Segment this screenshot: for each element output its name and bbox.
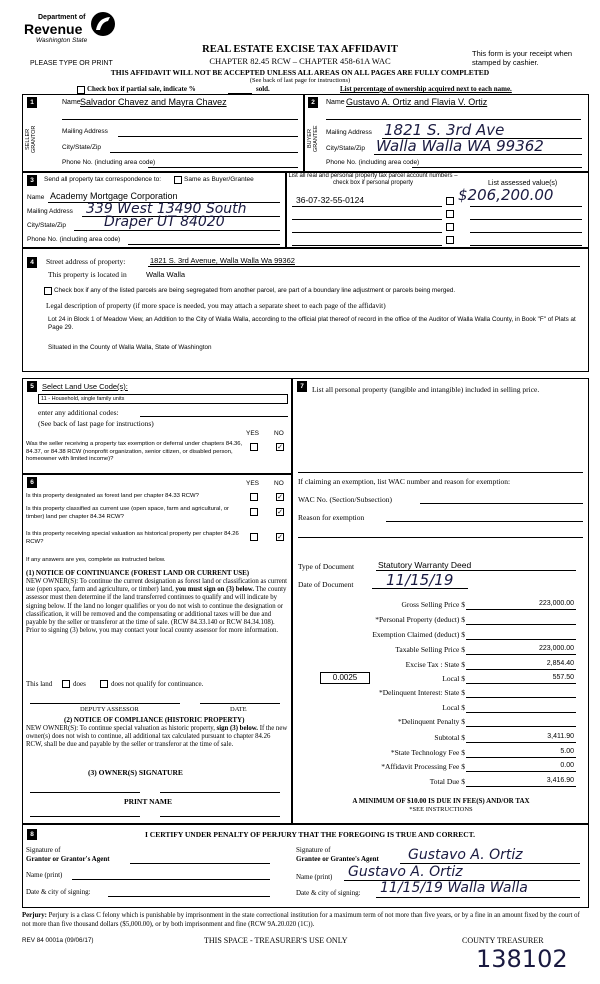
- buyer-mailing-label: Mailing Address: [326, 129, 372, 136]
- grantee-name-label: Name (print): [296, 873, 333, 881]
- seller-city-label: City/State/Zip: [62, 144, 102, 151]
- interest-state-label: *Delinquent Interest: State $: [378, 688, 465, 697]
- notice-continuance-text-a: NEW OWNER(S): To continue the current designation as forest land or classification as current use (open space, farm and agriculture, or timber) land,: [26, 578, 288, 594]
- affidavit-fee-value[interactable]: 0.00: [560, 762, 574, 769]
- taxable-label: Taxable Selling Price $: [395, 645, 465, 654]
- reason-field[interactable]: [386, 521, 583, 522]
- print-name-line-1[interactable]: [30, 816, 140, 817]
- exemption-no-checkbox[interactable]: ✓: [277, 443, 283, 451]
- section-6-number: 6: [27, 477, 37, 488]
- partial-sold-label: sold.: [256, 85, 270, 93]
- legal-label: Legal description of property (if more space is needed, you may attach a separate sheet to each page of the affidavit): [46, 301, 386, 310]
- same-as-buyer-label: Same as Buyer/Grantee: [184, 176, 254, 183]
- corr-phone-label: Phone No. (including area code): [27, 236, 121, 243]
- notice-continuance-title: (1) NOTICE OF CONTINUANCE (FOREST LAND OR CURRENT USE): [26, 569, 250, 577]
- buyer-side-label: BUYER GRANTEE: [307, 125, 319, 153]
- deputy-signature-line[interactable]: [30, 703, 180, 704]
- perjury-notice: [22, 912, 589, 929]
- grantee-signature[interactable]: Gustavo A. Ortiz: [408, 847, 523, 863]
- minimum-notice: A MINIMUM OF $10.00 IS DUE IN FEE(S) AND/OR TAX: [352, 797, 530, 805]
- does-not-qualify-checkbox[interactable]: [100, 680, 108, 688]
- subtotal-line: [466, 742, 576, 743]
- owner-signature-line-2[interactable]: [160, 792, 280, 793]
- penalty-line: [466, 726, 576, 727]
- owner-signature-label: (3) OWNER(S) SIGNATURE: [88, 768, 183, 777]
- owner-signature-line-1[interactable]: [30, 792, 140, 793]
- wac-field[interactable]: [420, 503, 583, 504]
- deputy-date-line[interactable]: [200, 703, 280, 704]
- gross-value[interactable]: 223,000.00: [538, 600, 574, 607]
- ownership-note: List percentage of ownership acquired next to each name.: [340, 85, 512, 93]
- seller-name-label: Name: [62, 99, 81, 106]
- exemption-yes-checkbox[interactable]: [250, 443, 258, 451]
- dept-line1: Department of: [38, 14, 86, 21]
- total-due-label: Total Due $: [429, 777, 465, 786]
- buyer-name[interactable]: Gustavo A. Ortiz and Flavia V. Ortiz: [346, 97, 488, 107]
- assessed-line-3: [470, 232, 582, 233]
- grantor-name-field[interactable]: [72, 879, 270, 880]
- personal-deduct-label: *Personal Property (deduct) $: [375, 615, 465, 624]
- local-line: [466, 683, 576, 684]
- section-3-number: 3: [27, 175, 37, 186]
- personal-property-checkbox-4[interactable]: [446, 236, 454, 244]
- not-accepted-notice: THIS AFFIDAVIT WILL NOT BE ACCEPTED UNLESS ALL AREAS ON ALL PAGES ARE FULLY COMPLETED: [110, 68, 490, 77]
- partial-sale-checkbox[interactable]: [77, 86, 85, 94]
- s6-no-header: NO: [274, 480, 284, 487]
- tech-fee-line: [466, 757, 576, 758]
- correspondence-label: Send all property tax correspondence to:: [44, 176, 162, 183]
- notice-historic-title: (2) NOTICE OF COMPLIANCE (HISTORIC PROPERTY): [64, 716, 245, 724]
- assessed-line-2: [470, 219, 582, 220]
- does-label: does: [73, 680, 86, 688]
- buyer-city-label: City/State/Zip: [326, 145, 366, 152]
- certify-statement: I CERTIFY UNDER PENALTY OF PERJURY THAT THE FOREGOING IS TRUE AND CORRECT.: [144, 830, 475, 839]
- exemption-claim-label: If claiming an exemption, list WAC number and reason for exemption:: [298, 477, 511, 486]
- does-not-label: does not qualify for continuance.: [111, 680, 204, 688]
- located-label: This property is located in: [48, 270, 127, 279]
- does-qualify-checkbox[interactable]: [62, 680, 70, 688]
- assessed-line-1: [470, 206, 582, 207]
- segregated-checkbox[interactable]: [44, 287, 52, 295]
- historic-yes-checkbox[interactable]: [250, 533, 258, 541]
- parcel-line-2: [292, 219, 442, 220]
- taxable-value[interactable]: 223,000.00: [538, 645, 574, 652]
- tech-fee-label: *State Technology Fee $: [390, 748, 465, 757]
- grantee-date-field: [376, 897, 580, 898]
- interest-state-line: [466, 697, 576, 698]
- street-address[interactable]: 1821 S. 3rd Avenue, Walla Walla Wa 99362: [150, 256, 295, 265]
- buyer-city[interactable]: Walla Walla WA 99362: [376, 137, 544, 155]
- buyer-phone-label: Phone No. (including area code): [326, 159, 420, 166]
- seller-mailing-field[interactable]: [118, 136, 298, 137]
- local-label: Local $: [442, 674, 465, 683]
- located-value[interactable]: Walla Walla: [146, 270, 186, 279]
- notice-historic-text-b: sign (3) below.: [216, 725, 258, 732]
- parcels-header: List all real and personal property tax parcel account numbers – check box if personal property: [288, 173, 458, 186]
- notice-historic-text-c: If the new owner(s) does not wish to continue, all additional tax calculated pursuant to chapter 84.26 RCW, shall be due and payable by the seller or transferor at the time of sale.: [26, 725, 288, 749]
- buyer-city-field: [374, 154, 582, 155]
- grantor-signature-field[interactable]: [130, 863, 270, 864]
- local-value[interactable]: 557.50: [552, 674, 574, 681]
- same-as-buyer-checkbox[interactable]: [174, 176, 182, 184]
- tech-fee-value[interactable]: 5.00: [560, 748, 574, 755]
- grantee-date-label: Date & city of signing:: [296, 889, 361, 897]
- buyer-phone-field[interactable]: [412, 167, 582, 168]
- subtotal-value[interactable]: 3,411.90: [547, 733, 574, 740]
- segregated-label: Check box if any of the listed parcels are being segregated from another parcel, are part of a boundary line adjustment or parcels being merged.: [54, 287, 456, 294]
- personal-property-checkbox-2[interactable]: [446, 210, 454, 218]
- personal-deduct-line: [466, 624, 576, 625]
- deputy-label: DEPUTY ASSESSOR: [80, 706, 139, 713]
- if-yes-instruction: If any answers are yes, complete as instructed below.: [26, 557, 166, 563]
- exemption-question: Was the seller receiving a property tax exemption or deferral under chapters 84.36, 84.37, or 84.38 RCW (nonprofit organization, senior citizen, or disabled person, homeowner with limited income)?: [26, 441, 243, 462]
- section-2-number: 2: [308, 97, 318, 108]
- excise-state-value[interactable]: 2,854.40: [546, 660, 574, 667]
- form-title: REAL ESTATE EXCISE TAX AFFIDAVIT: [202, 44, 398, 55]
- gross-line: [466, 609, 576, 610]
- land-use-see-back: (See back of last page for instructions): [38, 419, 154, 428]
- interest-local-label: Local $: [442, 703, 465, 712]
- notice-historic-text: [26, 725, 288, 750]
- current-use-question: Is this property classified as current use (open space, farm and agricultural, or timber) land per chapter 84.34 RCW?: [26, 506, 229, 520]
- see-instructions: *SEE INSTRUCTIONS: [409, 806, 473, 813]
- s6-yes-header: YES: [246, 480, 260, 487]
- seller-city-field[interactable]: [110, 152, 298, 153]
- grantor-date-label: Date & city of signing:: [26, 888, 91, 896]
- deputy-date-label: DATE: [230, 706, 247, 713]
- affidavit-fee-line: [466, 771, 576, 772]
- corr-city-field: [74, 230, 280, 231]
- exemption-deduct-line: [466, 639, 576, 640]
- land-use-value: 11 - Household, single family units: [41, 396, 125, 402]
- reason-label: Reason for exemption: [298, 513, 365, 522]
- section-7-number: 7: [297, 381, 307, 392]
- assessed-line-4: [470, 245, 582, 246]
- seller-phone-field[interactable]: [148, 167, 298, 168]
- assessed-header: List assessed value(s): [488, 180, 558, 187]
- notice-continuance-text: [26, 578, 288, 635]
- corr-phone-field[interactable]: [128, 244, 280, 245]
- section-1-number: 1: [27, 97, 37, 108]
- corr-name-label: Name: [27, 194, 45, 201]
- parcel-line-3: [292, 232, 442, 233]
- historic-no-checkbox[interactable]: ✓: [277, 533, 283, 541]
- additional-codes-field[interactable]: [140, 416, 288, 417]
- print-name-label: PRINT NAME: [124, 797, 172, 806]
- corr-city[interactable]: Draper UT 84020: [104, 214, 225, 230]
- reason-field-2[interactable]: [298, 537, 583, 538]
- penalty-label: *Delinquent Penalty $: [397, 717, 465, 726]
- section-4-number: 4: [27, 257, 37, 268]
- exemption-deduct-label: Exemption Claimed (deduct) $: [372, 630, 465, 639]
- please-type: PLEASE TYPE OR PRINT: [30, 60, 113, 67]
- forest-question: Is this property designated as forest land per chapter 84.33 RCW?: [26, 493, 199, 499]
- street-label: Street address of property:: [46, 257, 126, 266]
- interest-local-line: [466, 712, 576, 713]
- county-treasurer: COUNTY TREASURER: [462, 936, 544, 945]
- section-8-number: 8: [27, 829, 37, 840]
- parcel-number-1[interactable]: 36-07-32-55-0124: [296, 195, 365, 205]
- seller-name-line2: [62, 119, 298, 120]
- gross-label: Gross Selling Price $: [401, 600, 465, 609]
- forest-no-checkbox[interactable]: ✓: [277, 493, 283, 501]
- doc-date-line: [372, 588, 468, 589]
- notice-historic-text-a: NEW OWNER(S): To continue special valuation as historic property,: [26, 725, 215, 732]
- personal-property-checkbox-1[interactable]: [446, 197, 454, 205]
- rev-number: REV 84 0001a (09/06/17): [22, 937, 94, 944]
- local-rate[interactable]: 0.0025: [320, 672, 370, 684]
- doc-type[interactable]: Statutory Warranty Deed: [378, 560, 472, 570]
- this-land-label: This land: [26, 680, 53, 688]
- receipt-number: 138102: [476, 945, 568, 973]
- current-use-yes-checkbox[interactable]: [250, 508, 258, 516]
- personal-property-label: List all personal property (tangible and intangible) included in selling price.: [312, 385, 540, 394]
- corr-mailing-label: Mailing Address: [27, 208, 73, 215]
- historic-question: Is this property receiving special valuation as historical property per chapter 84.26 RCW?: [26, 531, 239, 545]
- personal-property-field[interactable]: [298, 472, 583, 473]
- grantee-date[interactable]: 11/15/19 Walla Walla: [380, 880, 528, 896]
- doc-date-label: Date of Document: [298, 580, 354, 589]
- receipt-note: This form is your receipt when stamped by cashier.: [472, 49, 573, 67]
- dept-line3: Washington State: [36, 37, 88, 44]
- corr-city-label: City/State/Zip: [27, 222, 67, 229]
- personal-property-checkbox-3[interactable]: [446, 223, 454, 231]
- assessed-value-1[interactable]: $206,200.00: [458, 186, 554, 204]
- legal-county[interactable]: Situated in the County of Walla Walla, State of Washington: [48, 344, 212, 351]
- grantor-sig-label-2: Grantor or Grantor's Agent: [26, 855, 110, 863]
- additional-codes-label: enter any additional codes:: [38, 408, 119, 417]
- current-use-no-checkbox[interactable]: ✓: [277, 508, 283, 516]
- affidavit-fee-label: *Affidavit Processing Fee $: [381, 762, 465, 771]
- corr-name[interactable]: Academy Mortgage Corporation: [50, 191, 178, 201]
- parcel-line-1: [292, 206, 442, 207]
- seller-name[interactable]: Salvador Chavez and Mayra Chavez: [80, 97, 227, 107]
- dor-logo-icon: [88, 10, 118, 38]
- forest-yes-checkbox[interactable]: [250, 493, 258, 501]
- buyer-mailing[interactable]: 1821 S. 3rd Ave: [384, 121, 505, 139]
- s5-no-header: NO: [274, 430, 284, 437]
- legal-description[interactable]: Lot 24 in Block 1 of Meadow View, an Addition to the City of Walla Walla, according to the official plat thereof of record in the office of the Auditor of Walla Walla County, in Book "F" of Plats at Page 29.: [48, 316, 576, 331]
- seller-mailing-label: Mailing Address: [62, 128, 108, 135]
- doc-type-label: Type of Document: [298, 562, 355, 571]
- print-name-line-2[interactable]: [160, 816, 280, 817]
- land-use-select[interactable]: [38, 394, 288, 404]
- grantor-name-label: Name (print): [26, 871, 63, 879]
- form-chapters: CHAPTER 82.45 RCW – CHAPTER 458-61A WAC: [209, 56, 391, 66]
- seller-phone-label: Phone No. (including area code): [62, 159, 156, 166]
- corr-mailing[interactable]: 339 West 13490 South: [86, 201, 247, 217]
- excise-state-label: Excise Tax : State $: [405, 660, 465, 669]
- grantee-name[interactable]: Gustavo A. Ortiz: [348, 864, 463, 880]
- treasurer-space: THIS SPACE - TREASURER'S USE ONLY: [204, 936, 348, 945]
- grantee-sig-label-1: Signature of: [296, 846, 331, 854]
- doc-date[interactable]: 11/15/19: [386, 571, 454, 589]
- grantor-sig-label-1: Signature of: [26, 846, 61, 854]
- total-due-line: [466, 786, 576, 787]
- perjury-text: Perjury is a class C felony which is punishable by imprisonment in the state correctional institution for a maximum term of not more than five years, or by a fine in an amount fixed by the court of not more than five thousand dollars ($5,000.00), or by both imprisonment and fine (RCW 9A.20.020 (1C)).: [22, 912, 580, 928]
- wac-label: WAC No. (Section/Subsection): [298, 495, 392, 504]
- grantee-sig-label-2: Grantee or Grantee's Agent: [296, 855, 379, 863]
- section-5-number: 5: [27, 381, 37, 392]
- perjury-label: Perjury:: [22, 912, 47, 919]
- dept-line2: Revenue: [24, 21, 83, 37]
- subtotal-label: Subtotal $: [434, 733, 465, 742]
- partial-sale-label: Check box if partial sale, indicate %: [87, 85, 196, 93]
- parcel-line-4: [292, 245, 442, 246]
- total-due-value[interactable]: 3,416.90: [546, 777, 574, 784]
- land-use-label: Select Land Use Code(s):: [42, 382, 128, 391]
- grantor-date-field[interactable]: [108, 896, 270, 897]
- s5-yes-header: YES: [246, 430, 260, 437]
- see-back-note: (See back of last page for instructions): [249, 77, 351, 84]
- seller-side-label: SELLER GRANTOR: [25, 125, 37, 153]
- notice-continuance-text-b: you must sign on (3) below.: [175, 586, 255, 594]
- excise-state-line: [466, 669, 576, 670]
- notice-continuance-text-c: The county assessor must then determine if the land transferred continues to qualify and will indicate by signing below. If the land no longer qualifies or you do not wish to continue the designation or classification, it will be removed and the compensating or additional taxes will be due and payable by the seller or transferor at the time of sale. (RCW 84.33.140 or RCW 84.34.108). Prior to signing (3) below, you may contact your local county assessor for more information.: [26, 586, 287, 635]
- buyer-name-line2: [326, 119, 581, 120]
- buyer-name-label: Name: [326, 99, 345, 106]
- taxable-line: [466, 654, 576, 655]
- street-address-line: [148, 266, 580, 267]
